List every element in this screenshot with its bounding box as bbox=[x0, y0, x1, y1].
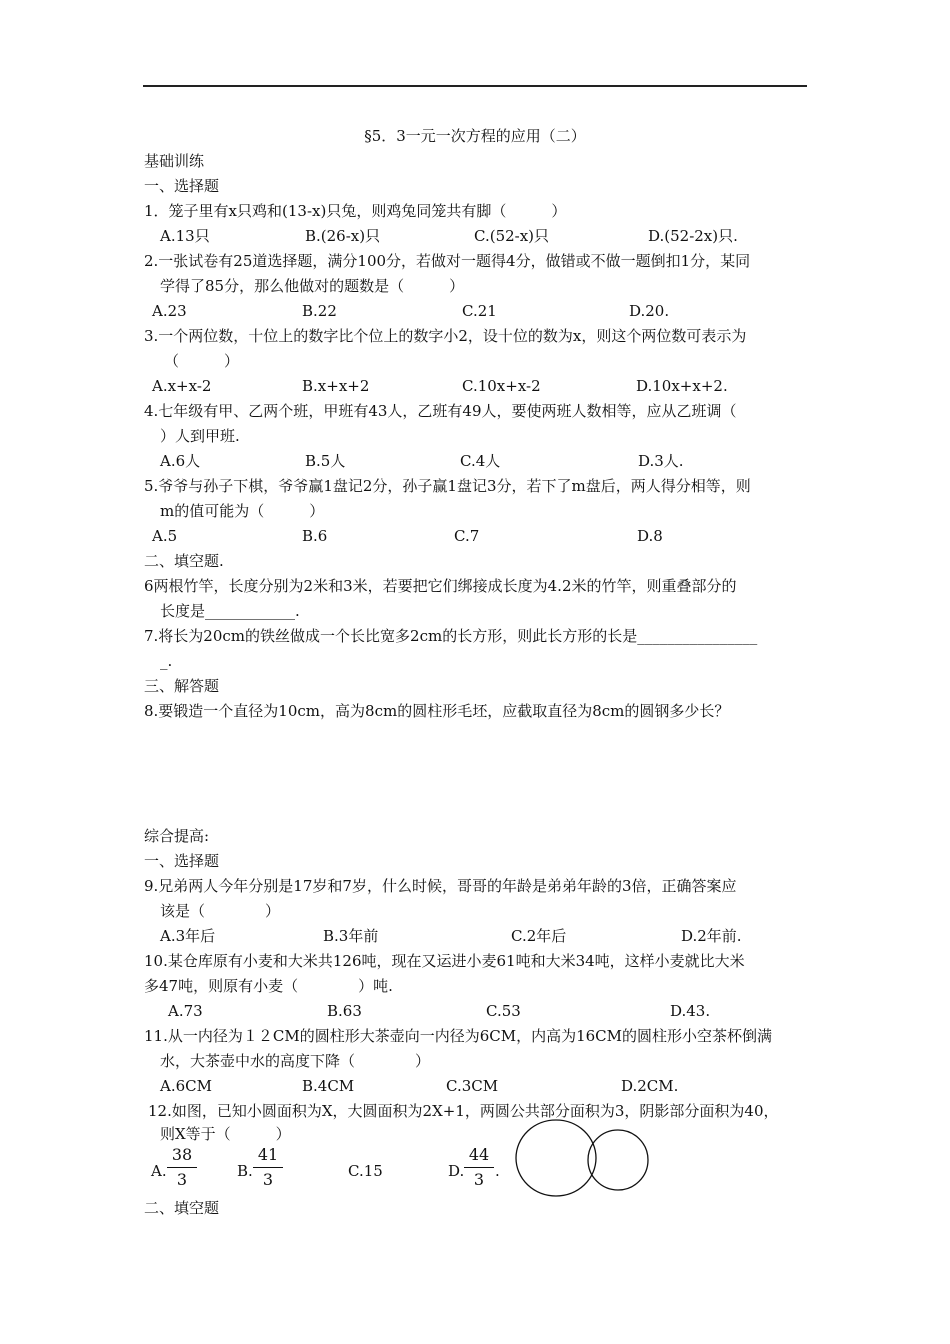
section-advanced: 综合提高: bbox=[144, 827, 210, 845]
q3-stem-line2: （ ） bbox=[164, 352, 240, 370]
q4-option-a: A.6人 bbox=[160, 452, 201, 470]
q12-option-d-fraction bbox=[464, 1146, 494, 1189]
section-fill-1: 二、填空题. bbox=[144, 552, 224, 570]
q4-option-d: D.3人. bbox=[638, 452, 684, 470]
q2-option-c: C.21 bbox=[462, 302, 497, 320]
q1-option-b: B.(26-x)只 bbox=[305, 227, 381, 245]
q1-option-d: D.(52-2x)只. bbox=[648, 227, 738, 245]
q12-option-a-fraction bbox=[167, 1146, 197, 1189]
q12-option-d-numerator: 44 bbox=[464, 1146, 494, 1168]
header-rule bbox=[143, 85, 807, 87]
q3-stem-line1: 3.一个两位数，十位上的数字比个位上的数字小2，设十位的数为x，则这个两位数可表示为 bbox=[144, 327, 747, 345]
q5-option-a: A.5 bbox=[152, 527, 178, 545]
q3-option-b: B.x+x+2 bbox=[302, 377, 370, 395]
q12-option-b-numerator: 41 bbox=[253, 1146, 283, 1168]
q11-option-c: C.3CM bbox=[446, 1077, 499, 1095]
q10-option-d: D.43. bbox=[670, 1002, 711, 1020]
q12-option-d-label: D. bbox=[448, 1162, 465, 1180]
q9-stem-line2: 该是（ ） bbox=[160, 902, 281, 920]
q1-option-c: C.(52-x)只 bbox=[474, 227, 550, 245]
q9-option-b: B.3年前 bbox=[323, 927, 379, 945]
q9-option-c: C.2年后 bbox=[511, 927, 567, 945]
q4-stem-line2: ）人到甲班. bbox=[160, 427, 240, 445]
q2-option-b: B.22 bbox=[302, 302, 337, 320]
q10-stem-line2: 多47吨，则原有小麦（ ）吨. bbox=[144, 977, 393, 995]
q12-option-d-period: . bbox=[495, 1162, 500, 1180]
q4-stem-line1: 4.七年级有甲、乙两个班，甲班有43人，乙班有49人，要使两班人数相等，应从乙班调（ bbox=[144, 402, 737, 420]
q9-stem-line1: 9.兄弟两人今年分别是17岁和7岁，什么时候，哥哥的年龄是弟弟年龄的3倍，正确答案应 bbox=[144, 877, 737, 895]
q2-option-a: A.23 bbox=[152, 302, 187, 320]
q10-option-c: C.53 bbox=[486, 1002, 521, 1020]
section-choice-1: 一、选择题 bbox=[144, 177, 220, 195]
section-fill-2: 二、填空题 bbox=[144, 1199, 220, 1217]
q9-option-a: A.3年后 bbox=[160, 927, 216, 945]
q11-option-a: A.6CM bbox=[160, 1077, 212, 1095]
large-circle bbox=[516, 1120, 596, 1196]
q12-option-c: C.15 bbox=[348, 1162, 383, 1180]
q5-stem-line2: m的值可能为（ ） bbox=[160, 502, 325, 520]
q7-stem-line2: _. bbox=[160, 652, 173, 670]
q11-stem-line1: 11.从一内径为１２CM的圆柱形大茶壶向一内径为6CM，内高为16CM的圆柱形小空茶杯倒满 bbox=[144, 1027, 772, 1045]
q2-stem-line2: 学得了85分，那么他做对的题数是（ ） bbox=[160, 277, 465, 295]
q2-stem-line1: 2.一张试卷有25道选择题，满分100分，若做对一题得4分，做错或不做一题倒扣1分，某同 bbox=[144, 252, 751, 270]
q1-option-a: A.13只 bbox=[160, 227, 210, 245]
q4-option-b: B.5人 bbox=[305, 452, 346, 470]
q3-option-d: D.10x+x+2. bbox=[636, 377, 728, 395]
section-choice-2: 一、选择题 bbox=[144, 852, 220, 870]
q10-option-b: B.63 bbox=[327, 1002, 362, 1020]
q1-stem: 1．笼子里有x只鸡和(13-x)只兔，则鸡兔同笼共有脚（ ） bbox=[144, 202, 567, 220]
q6-stem-line1: 6两根竹竿，长度分别为2米和3米，若要把它们绑接成长度为4.2米的竹竿，则重叠部分的 bbox=[144, 577, 737, 595]
q11-option-d: D.2CM. bbox=[621, 1077, 679, 1095]
section-solve-1: 三、解答题 bbox=[144, 677, 220, 695]
q5-option-b: B.6 bbox=[302, 527, 328, 545]
q12-stem-line1: 12.如图，已知小圆面积为X，大圆面积为2X+1，两圆公共部分面积为3，阴影部分面积为40， bbox=[148, 1102, 779, 1120]
q4-option-c: C.4人 bbox=[460, 452, 501, 470]
q9-option-d: D.2年前. bbox=[681, 927, 742, 945]
q10-stem-line1: 10.某仓库原有小麦和大米共126吨，现在又运进小麦61吨和大米34吨，这样小麦就比大米 bbox=[144, 952, 745, 970]
q10-option-a: A.73 bbox=[168, 1002, 203, 1020]
q12-option-b-denominator: 3 bbox=[262, 1170, 274, 1189]
q12-option-d-denominator: 3 bbox=[473, 1170, 485, 1189]
q5-option-c: C.7 bbox=[454, 527, 480, 545]
q12-stem-line2: 则X等于（ ） bbox=[160, 1125, 291, 1143]
q12-option-b-label: B. bbox=[237, 1162, 253, 1180]
small-circle bbox=[588, 1130, 648, 1190]
two-circles-figure bbox=[515, 1118, 655, 1198]
section-basic-training: 基础训练 bbox=[144, 152, 205, 170]
q7-stem-line1: 7.将长为20cm的铁丝做成一个长比宽多2cm的长方形，则此长方形的长是________________ bbox=[144, 627, 758, 645]
q11-option-b: B.4CM bbox=[302, 1077, 355, 1095]
q11-stem-line2: 水，大茶壶中水的高度下降（ ） bbox=[160, 1052, 431, 1070]
page-title: §5．3一元一次方程的应用（二） bbox=[364, 127, 586, 145]
q2-option-d: D.20. bbox=[629, 302, 670, 320]
q5-stem-line1: 5.爷爷与孙子下棋，爷爷赢1盘记2分，孙子赢1盘记3分，若下了m盘后，两人得分相等，则 bbox=[144, 477, 751, 495]
q3-option-c: C.10x+x-2 bbox=[462, 377, 541, 395]
q8-stem: 8.要锻造一个直径为10cm，高为8cm的圆柱形毛坯，应截取直径为8cm的圆钢多少长？ bbox=[144, 702, 730, 720]
q5-option-d: D.8 bbox=[637, 527, 663, 545]
q12-option-b-fraction bbox=[253, 1146, 283, 1189]
q6-stem-line2: 长度是____________. bbox=[160, 602, 300, 620]
q12-option-a-label: A. bbox=[151, 1162, 167, 1180]
q12-option-a-denominator: 3 bbox=[176, 1170, 188, 1189]
q3-option-a: A.x+x-2 bbox=[152, 377, 212, 395]
q12-option-a-numerator: 38 bbox=[167, 1146, 197, 1168]
